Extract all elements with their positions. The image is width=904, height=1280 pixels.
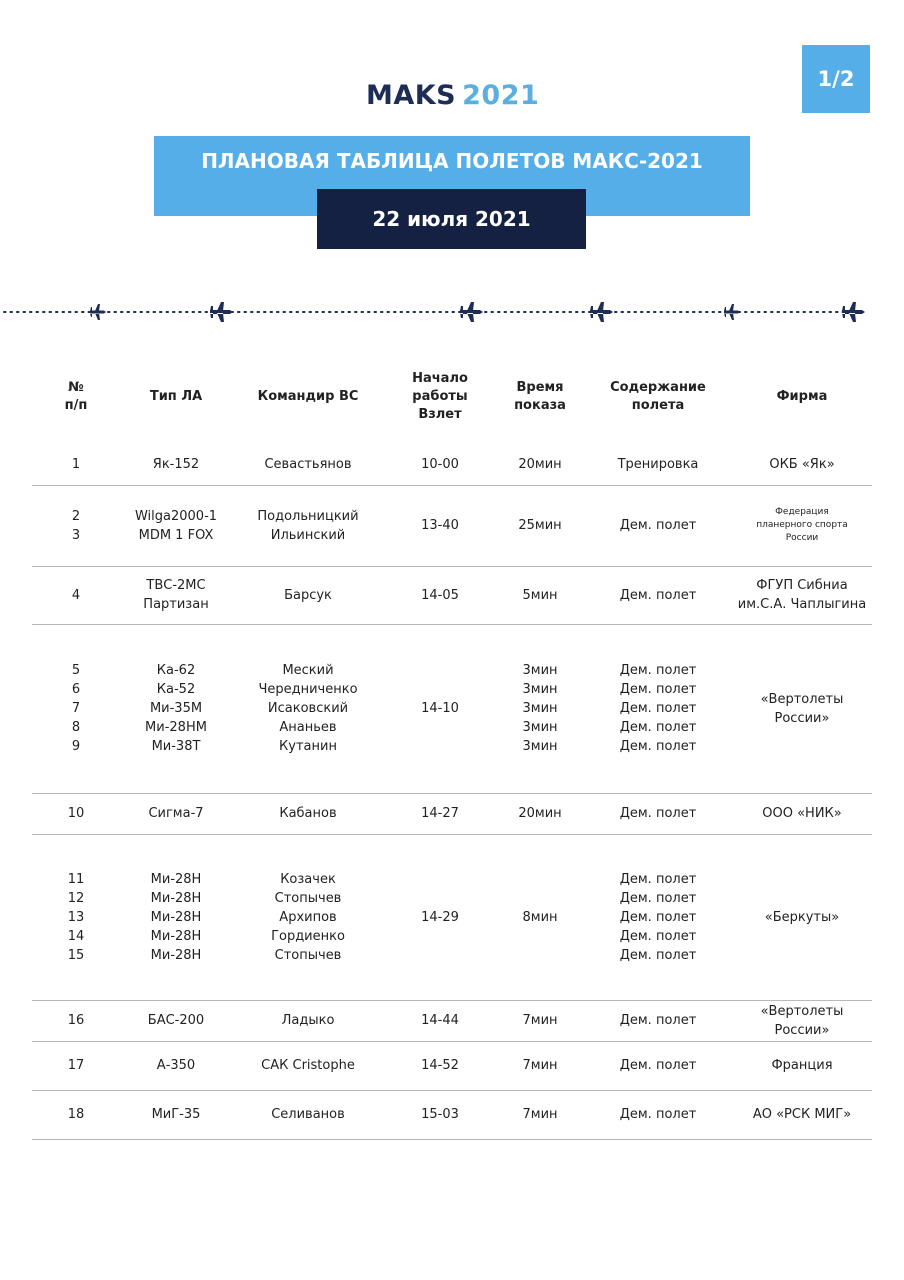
cell-flight-content <box>584 634 732 783</box>
cell-duration-text: 3мин <box>522 682 558 697</box>
cell-num-text: 18 <box>67 1107 85 1122</box>
cell-company-text: ФГУП Сибниа им.С.А. Чаплыгина <box>737 578 867 612</box>
cell-flight-content-text: Дем. полет <box>619 720 697 735</box>
plane-icon <box>842 302 865 322</box>
cell-aircraft-type <box>120 1000 232 1041</box>
cell-num-text: 4 <box>71 587 81 603</box>
cell-start-time-text: 14-05 <box>421 587 459 603</box>
cell-start-time-text: 10-00 <box>421 457 459 472</box>
cell-company-text: ООО «НИК» <box>762 806 842 821</box>
cell-duration-text: 7мин <box>522 1013 558 1028</box>
table-row <box>32 1041 872 1091</box>
page-number-badge: 1/2 <box>802 45 870 113</box>
cell-commander <box>232 499 384 552</box>
cell-commander-text: Стопычев <box>274 947 342 963</box>
cell-commander-text: Селиванов <box>271 1107 345 1122</box>
cell-duration-text: 7мин <box>522 1107 558 1122</box>
cell-num-text: 10 <box>67 806 85 821</box>
cell-flight-content-text: Дем. полет <box>619 739 697 754</box>
cell-start-time-text: 14-44 <box>421 1013 459 1028</box>
table-row <box>32 485 872 567</box>
table-row <box>32 834 872 1001</box>
cell-flight-content <box>584 841 732 993</box>
cell-flight-content-text: Дем. полет <box>619 928 697 944</box>
cell-company <box>732 624 872 793</box>
cell-commander <box>232 793 384 834</box>
cell-flight-content <box>584 566 732 624</box>
cell-aircraft-type-text: Ми-38Т <box>151 739 201 754</box>
cell-num-text: 5 <box>71 663 81 678</box>
cell-num <box>32 499 120 552</box>
table-row <box>32 444 872 486</box>
cell-duration <box>496 834 584 1000</box>
cell-start-time <box>384 1000 496 1041</box>
table-row <box>32 1090 872 1140</box>
cell-flight-content <box>584 793 732 834</box>
header-content-text: Содержание полета <box>610 380 706 413</box>
cell-start-time <box>384 793 496 834</box>
cell-start-time <box>384 444 496 485</box>
table-row <box>32 566 872 625</box>
cell-flight-content <box>584 1041 732 1090</box>
cell-flight-content-text: Дем. полет <box>619 1107 697 1122</box>
cell-duration-text: 3мин <box>522 701 558 716</box>
cell-commander-text: Исаковский <box>267 701 349 716</box>
header-content <box>584 362 732 432</box>
cell-company <box>732 1041 872 1090</box>
cell-company <box>732 444 872 485</box>
cell-company-text: Франция <box>771 1058 833 1073</box>
cell-start-time <box>384 624 496 793</box>
maks-logo <box>366 78 539 112</box>
cell-aircraft-type-text: БАС-200 <box>147 1013 205 1028</box>
cell-num-text: 3 <box>71 527 81 543</box>
cell-company <box>732 834 872 1000</box>
cell-aircraft-type-text: Ми-28Н <box>150 909 202 925</box>
cell-num-text: 15 <box>67 947 85 963</box>
cell-duration <box>496 1041 584 1090</box>
cell-flight-content-text: Дем. полет <box>619 909 697 925</box>
header-start-text: Начало работы Взлет <box>412 371 468 422</box>
cell-num-text: 2 <box>71 508 81 524</box>
cell-company-text: «Беркуты» <box>764 909 840 925</box>
cell-flight-content-text: Дем. полет <box>619 663 697 678</box>
cell-commander-text: Кутанин <box>279 739 337 754</box>
cell-num-text: 14 <box>67 928 85 944</box>
cell-aircraft-type <box>120 793 232 834</box>
header-start <box>384 362 496 432</box>
cell-company-text: Федерация планерного спорта России <box>756 507 848 543</box>
cell-duration <box>496 1000 584 1041</box>
cell-start-time <box>384 1041 496 1090</box>
cell-commander <box>232 444 384 485</box>
table-row <box>32 793 872 835</box>
cell-aircraft-type-text: Ми-28НМ <box>145 720 207 735</box>
cell-company <box>732 793 872 834</box>
cell-num-text: 6 <box>71 682 81 697</box>
cell-commander-text: Ананьев <box>279 720 337 735</box>
cell-flight-content-text: Дем. полет <box>619 587 697 603</box>
cell-num <box>32 634 120 783</box>
cell-aircraft-type-text: Ка-52 <box>156 682 196 697</box>
cell-aircraft-type-text: Як-152 <box>152 457 200 472</box>
table-header <box>32 362 872 432</box>
cell-aircraft-type-text: Сигма-7 <box>148 806 204 821</box>
cell-aircraft-type-text: Wilga2000-1 <box>134 508 218 524</box>
cell-company <box>732 1090 872 1139</box>
cell-flight-content-text: Дем. полет <box>619 682 697 697</box>
cell-duration-text: 25мин <box>518 518 562 533</box>
cell-duration-text: 3мин <box>522 739 558 754</box>
cell-company-text: ОКБ «Як» <box>769 457 835 472</box>
cell-aircraft-type <box>120 444 232 485</box>
header-duration <box>496 362 584 432</box>
cell-flight-content-text: Дем. полет <box>619 518 697 533</box>
cell-commander-text: Архипов <box>279 909 337 925</box>
table-row <box>32 1000 872 1042</box>
cell-num <box>32 1041 120 1090</box>
cell-commander <box>232 1090 384 1139</box>
cell-num <box>32 841 120 993</box>
cell-aircraft-type-text: Ми-35М <box>149 701 203 716</box>
cell-aircraft-type <box>120 1090 232 1139</box>
cell-num-text: 17 <box>67 1058 85 1073</box>
cell-commander-text: Чередниченко <box>258 682 358 697</box>
cell-num-text: 7 <box>71 701 81 716</box>
cell-commander-text: Гордиенко <box>271 928 345 944</box>
header-commander-text: Командир ВС <box>257 389 359 404</box>
cell-duration <box>496 444 584 485</box>
cell-company <box>732 566 872 624</box>
cell-flight-content-text: Тренировка <box>617 457 699 472</box>
cell-commander <box>232 841 384 993</box>
cell-num-text: 16 <box>67 1013 85 1028</box>
cell-flight-content-text: Дем. полет <box>619 1058 697 1073</box>
plane-icon <box>724 304 740 320</box>
cell-commander-text: Меский <box>282 663 334 678</box>
cell-aircraft-type-text: MDM 1 FOX <box>138 527 214 543</box>
cell-flight-content-text: Дем. полет <box>619 701 697 716</box>
cell-num <box>32 1090 120 1139</box>
cell-commander-text: Ладыко <box>281 1013 335 1028</box>
plane-icon <box>590 302 613 322</box>
cell-flight-content-text: Дем. полет <box>619 890 697 906</box>
header-num-text: № п/п <box>64 380 88 413</box>
cell-aircraft-type-text: А-350 <box>156 1058 196 1073</box>
cell-aircraft-type <box>120 499 232 552</box>
date-banner <box>317 189 586 249</box>
cell-commander <box>232 566 384 624</box>
cell-commander-text: Кабанов <box>279 806 337 821</box>
plane-icon <box>90 304 106 320</box>
cell-aircraft-type-text: Ми-28Н <box>150 947 202 963</box>
cell-commander-text: Козачек <box>280 871 336 887</box>
cell-commander-text: Барсук <box>284 587 332 603</box>
cell-flight-content-text: Дем. полет <box>619 1013 697 1028</box>
cell-company <box>732 485 872 566</box>
cell-start-time <box>384 834 496 1000</box>
cell-flight-content <box>584 1090 732 1139</box>
cell-duration <box>496 793 584 834</box>
cell-duration <box>496 566 584 624</box>
cell-commander-text: САК Cristophe <box>261 1058 355 1073</box>
header-company <box>732 362 872 432</box>
dotted-flight-path <box>0 298 904 326</box>
cell-commander-text: Подольницкий <box>257 508 359 524</box>
cell-flight-content <box>584 1000 732 1041</box>
cell-start-time-text: 13-40 <box>421 518 459 533</box>
cell-start-time <box>384 485 496 566</box>
event-date: 22 июля 2021 <box>372 207 531 231</box>
cell-duration-text: 3мин <box>522 720 558 735</box>
cell-flight-content <box>584 444 732 485</box>
cell-num-text: 11 <box>67 871 85 887</box>
cell-aircraft-type-text: Ми-28Н <box>150 928 202 944</box>
cell-aircraft-type-text: Ми-28Н <box>150 890 202 906</box>
header-commander <box>232 362 384 432</box>
cell-num <box>32 444 120 485</box>
cell-aircraft-type-text: Ми-28Н <box>150 871 202 887</box>
header-type-text: Тип ЛА <box>149 389 203 404</box>
cell-num <box>32 566 120 624</box>
cell-duration <box>496 485 584 566</box>
cell-commander-text: Ильинский <box>270 527 346 543</box>
cell-start-time-text: 14-29 <box>421 909 459 925</box>
cell-start-time-text: 15-03 <box>421 1107 459 1122</box>
header-type <box>120 362 232 432</box>
logo-text: MAKS <box>366 79 457 111</box>
cell-commander <box>232 1041 384 1090</box>
cell-duration-text: 20мин <box>518 806 562 821</box>
cell-duration-text: 20мин <box>518 457 562 472</box>
plane-icon <box>460 302 483 322</box>
cell-start-time-text: 14-52 <box>421 1058 459 1073</box>
cell-flight-content <box>584 485 732 566</box>
cell-start-time <box>384 1090 496 1139</box>
cell-duration-text: 7мин <box>522 1058 558 1073</box>
cell-commander <box>232 1000 384 1041</box>
cell-aircraft-type <box>120 841 232 993</box>
cell-commander-text: Севастьянов <box>264 457 352 472</box>
cell-num <box>32 793 120 834</box>
cell-company <box>732 1000 872 1041</box>
cell-num-text: 8 <box>71 720 81 735</box>
cell-num-text: 13 <box>67 909 85 925</box>
cell-company-text: «Вертолеты России» <box>760 1003 844 1038</box>
cell-aircraft-type-text: ТВС-2МС Партизан <box>143 578 209 612</box>
cell-num-text: 9 <box>71 739 81 754</box>
header-duration-text: Время показа <box>514 380 566 413</box>
cell-aircraft-type <box>120 634 232 783</box>
cell-aircraft-type-text: МиГ-35 <box>151 1107 201 1122</box>
cell-num <box>32 1000 120 1041</box>
plane-icon <box>210 302 233 322</box>
cell-company-text: «Вертолеты России» <box>760 691 844 726</box>
cell-start-time-text: 14-10 <box>421 701 459 716</box>
cell-start-time <box>384 566 496 624</box>
cell-num-text: 1 <box>71 457 81 472</box>
cell-commander <box>232 634 384 783</box>
cell-start-time-text: 14-27 <box>421 806 459 821</box>
cell-flight-content-text: Дем. полет <box>619 806 697 821</box>
cell-commander-text: Стопычев <box>274 890 342 906</box>
cell-duration <box>496 1090 584 1139</box>
cell-aircraft-type-text: Ка-62 <box>156 663 196 678</box>
cell-aircraft-type <box>120 566 232 624</box>
cell-num-text: 12 <box>67 890 85 906</box>
header-company-text: Фирма <box>776 389 828 404</box>
cell-duration <box>496 634 584 783</box>
logo-year: 2021 <box>462 79 540 111</box>
cell-duration-text: 3мин <box>522 663 558 678</box>
cell-duration-text: 5мин <box>522 587 558 603</box>
page-title: ПЛАНОВАЯ ТАБЛИЦА ПОЛЕТОВ МАКС-2021 <box>201 149 703 173</box>
cell-aircraft-type <box>120 1041 232 1090</box>
cell-flight-content-text: Дем. полет <box>619 947 697 963</box>
header-num <box>32 362 120 432</box>
cell-company-text: АО «РСК МИГ» <box>752 1107 852 1122</box>
table-row <box>32 624 872 794</box>
cell-flight-content-text: Дем. полет <box>619 871 697 887</box>
cell-duration-text: 8мин <box>522 909 558 925</box>
